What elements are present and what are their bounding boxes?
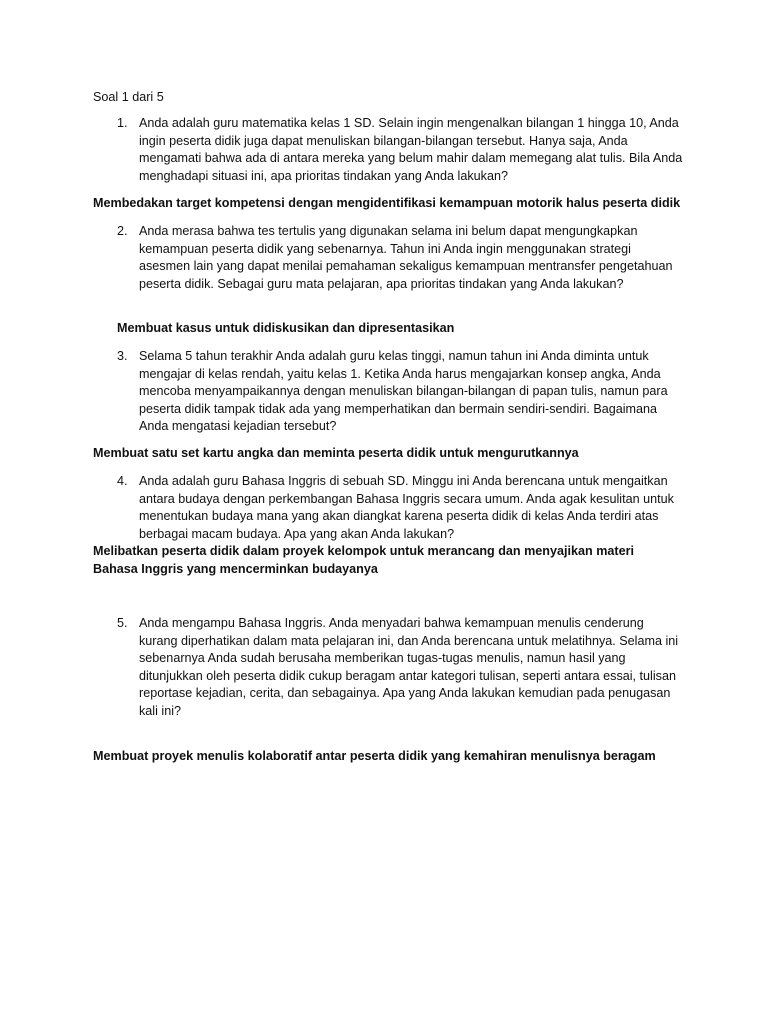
question-number: 1.	[117, 116, 128, 130]
question-text: Selama 5 tahun terakhir Anda adalah guru kelas tinggi, namun tahun ini Anda diminta untuk mengajar di kelas rendah, yaitu kelas 1. Ketika Anda harus mengajarkan konsep angka, Anda mencoba menyampaikannya dengan menuliskan bilangan-bilangan di papan tulis, namun para peserta didik tampak tidak ada yang memperhatikan dan bermain sendiri-sendiri. Bagaimana Anda mengatasi kejadian tersebut?	[139, 349, 668, 434]
question-text: Anda adalah guru Bahasa Inggris di sebuah SD. Minggu ini Anda berencana untuk mengaitkan antara budaya dengan perkembangan Bahasa Inggris secara umum. Anda agak kesulitan untuk menentukan budaya mana yang akan diangkat karena peserta didik di kelas Anda terdiri atas berbagai macam budaya. Apa yang akan Anda lakukan?	[139, 474, 674, 541]
answer-3: Membuat satu set kartu angka dan meminta peserta didik untuk mengurutkannya	[93, 446, 579, 460]
question-text: Anda merasa bahwa tes tertulis yang digunakan selama ini belum dapat mengungkapkan kemampuan peserta didik yang sebenarnya. Tahun ini Anda ingin menggunakan strategi asesmen lain yang dapat menilai pemahaman sekaligus kemampuan mentransfer pengetahuan peserta didik. Sebagai guru mata pelajaran, apa prioritas tindakan yang Anda lakukan?	[139, 224, 673, 291]
question-number: 4.	[117, 474, 128, 488]
question-number: 3.	[117, 349, 128, 363]
answer-2: Membuat kasus untuk didiskusikan dan dipresentasikan	[117, 321, 455, 335]
answer-5: Membuat proyek menulis kolaboratif antar peserta didik yang kemahiran menulisnya beragam	[93, 749, 656, 763]
question-counter: Soal 1 dari 5	[93, 90, 164, 104]
question-number: 2.	[117, 224, 128, 238]
answer-1: Membedakan target kompetensi dengan mengidentifikasi kemampuan motorik halus peserta didik	[93, 196, 681, 210]
question-number: 5.	[117, 616, 128, 630]
question-text: Anda adalah guru matematika kelas 1 SD. Selain ingin mengenalkan bilangan 1 hingga 10, Anda ingin peserta didik juga dapat menuliskan bilangan-bilangan tersebut. Hanya saja, Anda mengamati bahwa ada di antara mereka yang belum mahir dalam memegang alat tulis. Bila Anda menghadapi situasi ini, apa prioritas tindakan yang Anda lakukan?	[139, 116, 683, 183]
question-text: Anda mengampu Bahasa Inggris. Anda menyadari bahwa kemampuan menulis cenderung kurang diperhatikan dalam mata pelajaran ini, dan Anda berencana untuk melatihnya. Selama ini sebenarnya Anda sudah berusaha memberikan tugas-tugas menulis, namun hasil yang ditunjukkan oleh peserta didik cukup beragam antar kategori tulisan, seperti antara essai, tulisan reportase kejadian, cerita, dan sebagainya. Apa yang Anda lakukan kemudian pada penugasan kali ini?	[139, 616, 679, 718]
answer-4: Melibatkan peserta didik dalam proyek kelompok untuk merancang dan menyajikan materi Bahasa Inggris yang mencerminkan budayanya	[93, 544, 635, 576]
